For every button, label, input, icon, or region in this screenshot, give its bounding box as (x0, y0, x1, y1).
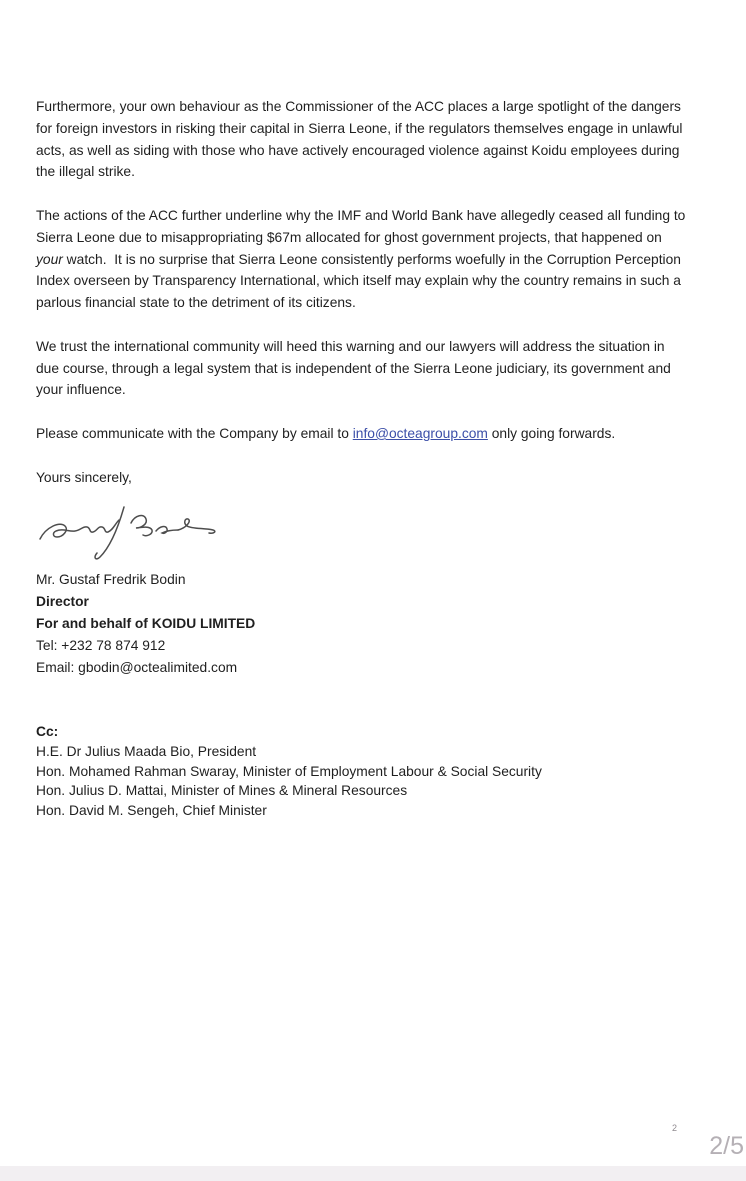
viewer-page-indicator: 2/5 (709, 1132, 744, 1160)
signature-block (36, 569, 690, 678)
paragraph-text: Please communicate with the Company by email to (36, 425, 353, 441)
email-link[interactable]: info@octeagroup.com (352, 425, 488, 441)
signatory-name: Mr. Gustaf Fredrik Bodin (36, 572, 186, 588)
signatory-title: Director (36, 594, 89, 610)
paragraph (36, 96, 690, 183)
cc-item: H.E. Dr Julius Maada Bio, President (36, 743, 257, 759)
paragraph (36, 205, 690, 314)
closing-salutation: Yours sincerely, (36, 469, 132, 485)
cc-block (36, 722, 690, 820)
paragraph-text: The actions of the ACC further underline why the IMF and World Bank have allegedly ceased all funding to Sierra Leone due to misappropriating $67m allocated for ghost government projects, that happened on (36, 207, 690, 245)
paragraph-text: Furthermore, your own behaviour as the Commissioner of the ACC places a large spotlight of the dangers for foreign investors in risking their capital in Sierra Leone, if the regulators themselves engage in unlawful acts, as well as siding with those who have actively encouraged violence against Koidu employees during the illegal strike. (36, 99, 687, 180)
cc-item: Hon. Julius D. Mattai, Minister of Mines & Mineral Resources (36, 783, 408, 799)
document-page-number: 2 (672, 1123, 678, 1133)
cc-item: Hon. David M. Sengeh, Chief Minister (36, 802, 267, 818)
letter-body (36, 96, 690, 820)
cc-label: Cc: (36, 724, 59, 740)
paragraph-text: We trust the international community will heed this warning and our lawyers will address the situation in due course, through a legal system that is independent of the Sierra Leone judiciary, its government and your influence. (36, 338, 675, 398)
signature-image (36, 501, 222, 563)
cc-item: Hon. Mohamed Rahman Swaray, Minister of Employment Labour & Social Security (36, 763, 542, 779)
paragraph (36, 423, 690, 445)
page-edge-band (0, 1166, 746, 1181)
signatory-behalf: For and behalf of KOIDU LIMITED (36, 615, 256, 631)
paragraph-text: only going forwards. (487, 425, 616, 441)
paragraph (36, 336, 690, 401)
signatory-email: Email: gbodin@octealimited.com (36, 659, 238, 675)
paragraph-text-italic: your (36, 251, 63, 267)
signatory-tel: Tel: +232 78 874 912 (36, 637, 166, 653)
paragraph-text: watch. It is no surprise that Sierra Leone consistently performs woefully in the Corruption Perception Index overseen by Transparency International, which itself may explain why the country remains in such a parlous financial state to the detriment of its citizens. (36, 251, 685, 311)
